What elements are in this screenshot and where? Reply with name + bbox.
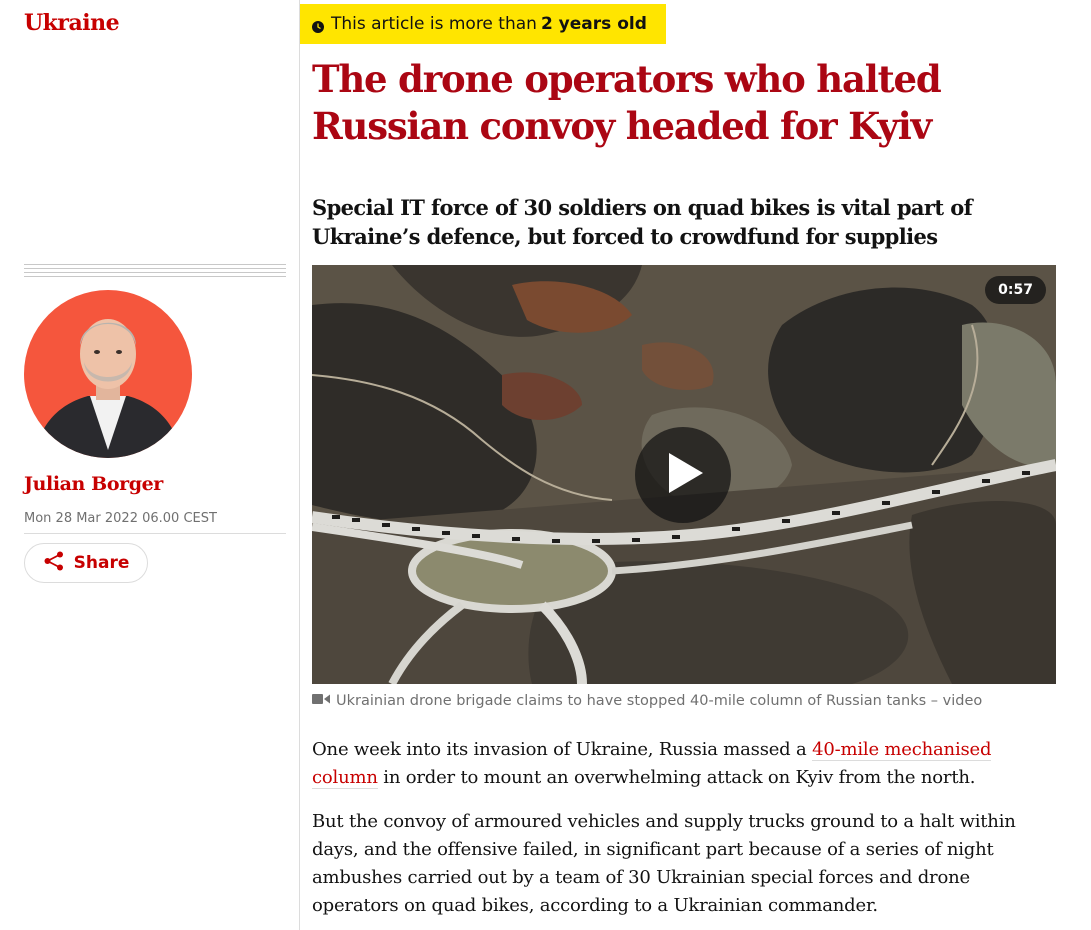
- column-divider: [299, 0, 300, 930]
- body-p1-text-start: One week into its invasion of Ukraine, Russia massed a: [312, 739, 813, 760]
- divider: [24, 533, 286, 534]
- video-player[interactable]: [312, 265, 1056, 684]
- share-button[interactable]: [24, 543, 148, 583]
- clock-icon: [312, 18, 324, 30]
- age-notice-prefix: This article is more than: [331, 14, 537, 34]
- video-duration-badge: 0:57: [985, 276, 1046, 304]
- share-icon: [43, 550, 65, 576]
- article-age-notice: [300, 4, 666, 44]
- article-headline: The drone operators who halted Russian convoy headed for Kyiv: [312, 57, 941, 148]
- play-icon: [659, 449, 707, 501]
- inline-link-mechanised-column[interactable]: 40-mile mechanised column: [312, 739, 992, 788]
- publish-date: Mon 28 Mar 2022 06.00 CEST: [24, 511, 217, 526]
- share-label: Share: [73, 553, 130, 573]
- body-paragraph-2: But the convoy of armoured vehicles and supply trucks ground to a halt within days, and the offensive failed, in significant part because of a series of night ambushes carried out by a team of 30 Ukrainian special forces and drone operators on quad bikes, according to a Ukrainian commander.: [312, 811, 1016, 916]
- video-camera-icon: [312, 693, 330, 709]
- author-avatar: [24, 290, 192, 458]
- byline-divider-rules: [24, 264, 286, 280]
- age-notice-emphasis: 2 years old: [540, 14, 647, 34]
- article-standfirst: Special IT force of 30 soldiers on quad bikes is vital part of Ukraine’s defence, but forced to crowdfund for supplies: [312, 195, 973, 249]
- section-link-ukraine[interactable]: Ukraine: [24, 10, 120, 36]
- video-caption: [312, 693, 982, 709]
- body-paragraph-1: [312, 736, 1057, 792]
- play-button[interactable]: [635, 427, 731, 523]
- body-p1-text-end: in order to mount an overwhelming attack on Kyiv from the north.: [377, 767, 976, 788]
- video-caption-text: Ukrainian drone brigade claims to have stopped 40-mile column of Russian tanks – video: [336, 693, 983, 709]
- author-link[interactable]: Julian Borger: [24, 473, 163, 495]
